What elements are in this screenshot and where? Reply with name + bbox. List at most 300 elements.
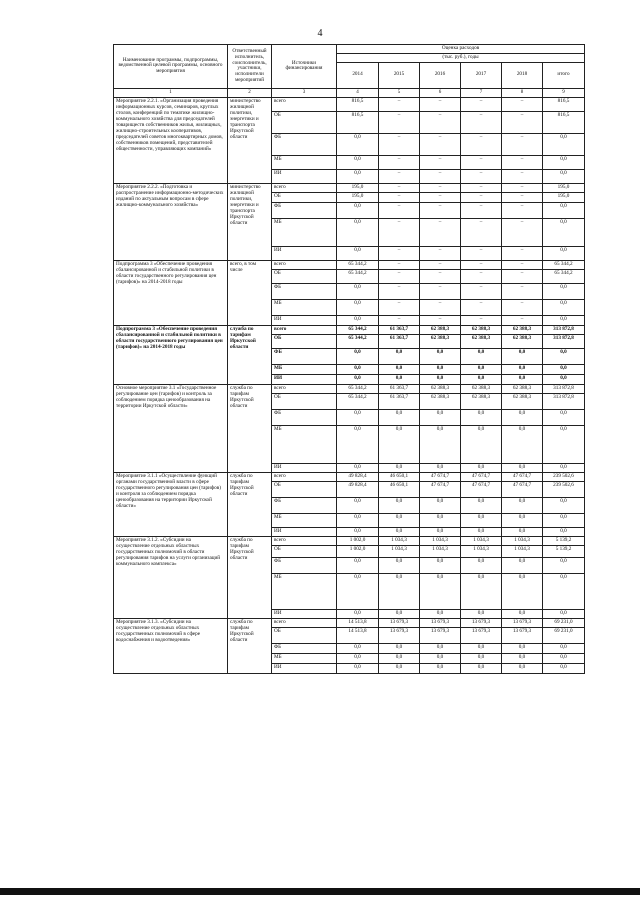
amount-year: 62 388,3 — [461, 325, 502, 334]
amount-year: – — [502, 315, 543, 325]
amount-year: 0,0 — [502, 573, 543, 609]
amount-total: 313 872,8 — [543, 334, 585, 348]
amount-year: – — [420, 192, 461, 202]
amount-year: 0,0 — [337, 218, 379, 246]
amount-year: – — [379, 246, 420, 260]
amount-year: – — [502, 192, 543, 202]
amount-year: 0,0 — [420, 513, 461, 527]
amount-year: – — [420, 133, 461, 155]
measure-name: Мероприятие 2.2.2. «Подготовка и распространение информационно-методических изданий по актуальным вопросам в сфере жилищно-коммунального хозяйства» — [114, 183, 228, 260]
funding-source: ФБ — [272, 557, 337, 573]
header-source: Источники финансирования — [272, 45, 337, 89]
amount-year: – — [461, 315, 502, 325]
amount-year: – — [502, 155, 543, 169]
expenditure-table — [113, 44, 585, 674]
amount-year: 47 674,7 — [420, 481, 461, 497]
responsible-executor: служба по тарифам Иркутской области — [228, 325, 272, 384]
amount-year: 62 388,3 — [420, 325, 461, 334]
funding-source: МБ — [272, 425, 337, 463]
scan-bottom-edge — [0, 888, 640, 895]
amount-year: – — [461, 269, 502, 283]
amount-year: 14 513,8 — [337, 618, 379, 627]
funding-source: МБ — [272, 218, 337, 246]
amount-total: 0,0 — [543, 557, 585, 573]
amount-year: 816,5 — [337, 111, 379, 133]
amount-year: 47 674,7 — [461, 472, 502, 481]
amount-year: 0,0 — [461, 643, 502, 653]
table-row — [114, 183, 585, 192]
amount-year: 0,0 — [502, 425, 543, 463]
funding-source: ОБ — [272, 192, 337, 202]
amount-total: 0,0 — [543, 364, 585, 374]
funding-source: ФБ — [272, 202, 337, 218]
amount-year: – — [461, 97, 502, 111]
amount-year: 0,0 — [420, 663, 461, 673]
amount-year: – — [502, 260, 543, 269]
amount-year: – — [379, 218, 420, 246]
table-row — [114, 325, 585, 334]
amount-year: – — [420, 218, 461, 246]
amount-year: 0,0 — [379, 557, 420, 573]
amount-total: 239 502,6 — [543, 472, 585, 481]
amount-year: 13 679,3 — [420, 618, 461, 627]
header-year: 2017 — [461, 62, 502, 88]
table-row — [114, 260, 585, 269]
funding-source: ИИ — [272, 527, 337, 536]
amount-total: 816,5 — [543, 111, 585, 133]
amount-year: 0,0 — [337, 527, 379, 536]
amount-total: 0,0 — [543, 246, 585, 260]
amount-year: 0,0 — [502, 374, 543, 384]
column-number: 6 — [420, 88, 461, 97]
measure-name: Мероприятие 2.2.1. «Организация проведения информационных курсов, семинаров, круглых столов, конференций по тематике жилищно-коммунального хозяйства для председателей товариществ собственников жилья, жилищных, жилищно-строительных кооперативов, председателей советов многоквартирных домов, собственников помещений, представителей общественности, управляющих компаний» — [114, 97, 228, 183]
amount-year: 0,0 — [502, 609, 543, 618]
amount-year: – — [420, 269, 461, 283]
amount-year: – — [379, 155, 420, 169]
amount-year: 0,0 — [337, 374, 379, 384]
responsible-executor: служба по тарифам Иркутской области — [228, 618, 272, 673]
header-estimate-unit: (тыс. руб.), годы — [337, 53, 585, 62]
amount-year: – — [461, 246, 502, 260]
amount-year: 0,0 — [502, 513, 543, 527]
amount-year: – — [379, 192, 420, 202]
amount-year: 0,0 — [379, 348, 420, 364]
amount-year: 0,0 — [420, 557, 461, 573]
responsible-executor: служба по тарифам Иркутской области — [228, 536, 272, 618]
amount-year: 0,0 — [337, 348, 379, 364]
amount-year: 0,0 — [337, 133, 379, 155]
page-number: 4 — [317, 28, 323, 39]
funding-source: ФБ — [272, 348, 337, 364]
amount-year: 0,0 — [420, 364, 461, 374]
funding-source: всего — [272, 618, 337, 627]
amount-total: 0,0 — [543, 218, 585, 246]
measure-name: Подпрограмма 3 «Обеспечение проведения сбалансированной и стабильной политики в области государственного регулирования цен (тарифов)» на 2014-2018 годы — [114, 325, 228, 384]
amount-year: 13 679,3 — [502, 618, 543, 627]
amount-year: 0,0 — [337, 609, 379, 618]
amount-year: – — [420, 315, 461, 325]
amount-total: 69 231,0 — [543, 627, 585, 643]
amount-year: – — [379, 283, 420, 299]
responsible-executor: министерство жилищной политики, энергетики и транспорта Иркутской области — [228, 97, 272, 183]
funding-source: МБ — [272, 155, 337, 169]
amount-year: 0,0 — [461, 653, 502, 663]
amount-year: 0,0 — [379, 609, 420, 618]
amount-year: 0,0 — [337, 663, 379, 673]
column-number: 3 — [272, 88, 337, 97]
amount-year: 61 363,7 — [379, 393, 420, 409]
column-number: 7 — [461, 88, 502, 97]
amount-year: – — [379, 202, 420, 218]
amount-year: 0,0 — [420, 653, 461, 663]
header-year: 2014 — [337, 62, 379, 88]
amount-year: 62 388,3 — [461, 384, 502, 393]
amount-total: 5 139,2 — [543, 536, 585, 545]
funding-source: всего — [272, 472, 337, 481]
amount-year: – — [379, 260, 420, 269]
funding-source: ОБ — [272, 269, 337, 283]
amount-total: 0,0 — [543, 283, 585, 299]
column-number: 2 — [228, 88, 272, 97]
amount-year: – — [379, 183, 420, 192]
amount-year: 0,0 — [502, 643, 543, 653]
amount-year: 1 034,3 — [502, 536, 543, 545]
amount-total: 0,0 — [543, 573, 585, 609]
amount-year: 0,0 — [379, 364, 420, 374]
amount-year: 0,0 — [461, 609, 502, 618]
amount-year: 0,0 — [502, 557, 543, 573]
amount-year: 0,0 — [461, 374, 502, 384]
amount-year: 1 034,3 — [461, 545, 502, 557]
amount-year: – — [461, 218, 502, 246]
amount-year: 13 679,3 — [420, 627, 461, 643]
funding-source: ФБ — [272, 497, 337, 513]
measure-name: Мероприятие 3.1.3. «Субсидии на осуществление отдельных областных государственных полномочий в сфере водоснабжения и водоотведения» — [114, 618, 228, 673]
amount-year: 0,0 — [420, 425, 461, 463]
responsible-executor: служба по тарифам Иркутской области — [228, 384, 272, 472]
amount-year: – — [420, 97, 461, 111]
amount-year: 0,0 — [337, 283, 379, 299]
amount-total: 313 872,8 — [543, 325, 585, 334]
responsible-executor: министерство жилищной политики, энергетики и транспорта Иркутской области — [228, 183, 272, 260]
funding-source: всего — [272, 183, 337, 192]
column-number: 4 — [337, 88, 379, 97]
amount-year: 46 650,1 — [379, 481, 420, 497]
amount-year: – — [379, 315, 420, 325]
funding-source: ФБ — [272, 643, 337, 653]
amount-year: 65 344,2 — [337, 393, 379, 409]
funding-source: всего — [272, 97, 337, 111]
amount-year: 49 828,4 — [337, 472, 379, 481]
amount-year: 0,0 — [379, 663, 420, 673]
amount-year: – — [502, 97, 543, 111]
amount-year: 13 679,3 — [461, 618, 502, 627]
funding-source: ИИ — [272, 374, 337, 384]
amount-year: 62 388,3 — [502, 334, 543, 348]
amount-year: – — [502, 269, 543, 283]
amount-year: – — [461, 183, 502, 192]
amount-year: 0,0 — [379, 463, 420, 472]
amount-total: 0,0 — [543, 133, 585, 155]
amount-year: 0,0 — [502, 497, 543, 513]
amount-year: – — [461, 169, 502, 183]
amount-total: 0,0 — [543, 348, 585, 364]
funding-source: ОБ — [272, 545, 337, 557]
amount-total: 816,5 — [543, 97, 585, 111]
amount-total: 0,0 — [543, 425, 585, 463]
amount-year: 0,0 — [502, 463, 543, 472]
amount-year: 0,0 — [337, 315, 379, 325]
funding-source: всего — [272, 260, 337, 269]
amount-year: – — [461, 283, 502, 299]
measure-name: Подпрограмма 3 «Обеспечение проведения сбалансированной и стабильной политики в области государственного регулирования цен (тарифов)» на 2014-2018 годы — [114, 260, 228, 325]
funding-source: ИИ — [272, 663, 337, 673]
funding-source: ФБ — [272, 283, 337, 299]
amount-year: 0,0 — [337, 409, 379, 425]
amount-year: 0,0 — [461, 513, 502, 527]
amount-year: – — [502, 218, 543, 246]
amount-total: 0,0 — [543, 643, 585, 653]
amount-year: – — [502, 283, 543, 299]
amount-total: 0,0 — [543, 374, 585, 384]
amount-year: 0,0 — [461, 527, 502, 536]
amount-year: 0,0 — [420, 643, 461, 653]
header-estimate: Оценка расходов — [337, 45, 585, 54]
amount-year: 0,0 — [337, 513, 379, 527]
column-number: 1 — [114, 88, 228, 97]
amount-year: 47 674,7 — [420, 472, 461, 481]
amount-total: 0,0 — [543, 653, 585, 663]
amount-year: – — [420, 260, 461, 269]
amount-year: 0,0 — [502, 348, 543, 364]
funding-source: ИИ — [272, 169, 337, 183]
amount-year: 0,0 — [461, 463, 502, 472]
amount-year: 0,0 — [337, 155, 379, 169]
amount-year: 14 513,8 — [337, 627, 379, 643]
amount-year: 65 344,2 — [337, 334, 379, 348]
amount-year: 0,0 — [337, 573, 379, 609]
amount-year: – — [420, 283, 461, 299]
amount-year: 47 674,7 — [502, 472, 543, 481]
measure-name: Мероприятие 3.1.2. «Субсидии на осуществление отдельных областных государственных полномочий в области регулирования тарифов на услуги организаций коммунального комплекса» — [114, 536, 228, 618]
amount-year: – — [461, 133, 502, 155]
amount-year: 0,0 — [420, 497, 461, 513]
amount-total: 0,0 — [543, 527, 585, 536]
funding-source: ОБ — [272, 111, 337, 133]
amount-year: 0,0 — [420, 527, 461, 536]
amount-year: – — [461, 155, 502, 169]
amount-total: 195,0 — [543, 192, 585, 202]
amount-year: 62 388,3 — [461, 393, 502, 409]
funding-source: МБ — [272, 653, 337, 663]
amount-year: 195,0 — [337, 192, 379, 202]
amount-year: 816,5 — [337, 97, 379, 111]
amount-year: 0,0 — [420, 573, 461, 609]
amount-year: 0,0 — [502, 409, 543, 425]
amount-year: 0,0 — [379, 374, 420, 384]
amount-year: 0,0 — [337, 653, 379, 663]
amount-year: 65 344,2 — [337, 325, 379, 334]
amount-year: 65 344,2 — [337, 384, 379, 393]
amount-year: 0,0 — [379, 513, 420, 527]
amount-year: – — [379, 299, 420, 315]
amount-year: 0,0 — [502, 663, 543, 673]
amount-year: – — [502, 299, 543, 315]
amount-year: 13 679,3 — [461, 627, 502, 643]
funding-source: ОБ — [272, 334, 337, 348]
amount-total: 65 344,2 — [543, 260, 585, 269]
amount-year: 1 034,3 — [461, 536, 502, 545]
amount-year: 0,0 — [379, 409, 420, 425]
amount-year: – — [379, 269, 420, 283]
amount-year: 0,0 — [420, 463, 461, 472]
amount-year: 0,0 — [420, 409, 461, 425]
header-responsible: Ответственный исполнитель, соисполнитель, участники, исполнители мероприятий — [228, 45, 272, 89]
amount-total: 0,0 — [543, 463, 585, 472]
amount-year: 62 388,3 — [502, 384, 543, 393]
table-row — [114, 384, 585, 393]
amount-total: 313 872,8 — [543, 393, 585, 409]
measure-name: Мероприятие 3.1.1 «Осуществление функций органами государственной власти в сфере государственного регулирования цен (тарифов) и контроля за соблюдением порядка ценообразования на территории Иркутской области» — [114, 472, 228, 536]
amount-year: 62 388,3 — [420, 393, 461, 409]
amount-year: – — [502, 246, 543, 260]
amount-year: – — [379, 97, 420, 111]
amount-year: 62 388,3 — [502, 325, 543, 334]
header-year: 2015 — [379, 62, 420, 88]
amount-total: 0,0 — [543, 497, 585, 513]
amount-year: 1 034,3 — [502, 545, 543, 557]
amount-year: 0,0 — [379, 653, 420, 663]
amount-year: 0,0 — [502, 527, 543, 536]
amount-year: – — [420, 246, 461, 260]
amount-year: 0,0 — [420, 348, 461, 364]
amount-year: 0,0 — [337, 246, 379, 260]
amount-year: 0,0 — [461, 573, 502, 609]
amount-year: 46 650,1 — [379, 472, 420, 481]
amount-year: 62 388,3 — [502, 393, 543, 409]
amount-year: 61 363,7 — [379, 334, 420, 348]
amount-year: 0,0 — [461, 425, 502, 463]
header-year: 2018 — [502, 62, 543, 88]
responsible-executor: служба по тарифам Иркутской области — [228, 472, 272, 536]
amount-total: 0,0 — [543, 299, 585, 315]
amount-year: 47 674,7 — [461, 481, 502, 497]
amount-total: 0,0 — [543, 315, 585, 325]
funding-source: МБ — [272, 513, 337, 527]
amount-year: 61 363,7 — [379, 384, 420, 393]
amount-year: 1 034,3 — [379, 536, 420, 545]
amount-year: – — [461, 111, 502, 133]
amount-year: 1 034,3 — [420, 536, 461, 545]
amount-total: 0,0 — [543, 409, 585, 425]
amount-total: 313 872,8 — [543, 384, 585, 393]
amount-year: 0,0 — [461, 497, 502, 513]
funding-source: всего — [272, 536, 337, 545]
table-row — [114, 97, 585, 111]
funding-source: ИИ — [272, 315, 337, 325]
amount-total: 0,0 — [543, 169, 585, 183]
amount-year: 0,0 — [420, 609, 461, 618]
amount-year: – — [420, 111, 461, 133]
amount-total: 0,0 — [543, 155, 585, 169]
funding-source: ФБ — [272, 133, 337, 155]
column-number: 5 — [379, 88, 420, 97]
header-year: 2016 — [420, 62, 461, 88]
amount-year: 0,0 — [461, 348, 502, 364]
amount-total: 65 344,2 — [543, 269, 585, 283]
amount-year: – — [420, 202, 461, 218]
amount-year: 0,0 — [337, 557, 379, 573]
amount-year: – — [461, 202, 502, 218]
amount-year: 49 828,4 — [337, 481, 379, 497]
amount-year: 0,0 — [337, 463, 379, 472]
amount-year: 0,0 — [461, 364, 502, 374]
funding-source: ФБ — [272, 409, 337, 425]
amount-year: 62 388,3 — [420, 384, 461, 393]
amount-year: – — [420, 183, 461, 192]
amount-year: – — [379, 169, 420, 183]
amount-year: – — [502, 169, 543, 183]
table-row — [114, 618, 585, 627]
funding-source: ИИ — [272, 609, 337, 618]
amount-year: 65 344,2 — [337, 269, 379, 283]
amount-year: – — [502, 202, 543, 218]
amount-total: 0,0 — [543, 202, 585, 218]
amount-year: 13 679,3 — [502, 627, 543, 643]
amount-year: – — [420, 155, 461, 169]
amount-year: – — [420, 299, 461, 315]
amount-total: 5 139,2 — [543, 545, 585, 557]
amount-year: 1 034,3 — [420, 545, 461, 557]
amount-total: 69 231,0 — [543, 618, 585, 627]
amount-year: – — [461, 299, 502, 315]
amount-year: 0,0 — [337, 364, 379, 374]
funding-source: МБ — [272, 364, 337, 374]
column-number: 8 — [502, 88, 543, 97]
table-row — [114, 472, 585, 481]
amount-year: 0,0 — [502, 653, 543, 663]
amount-year: 0,0 — [379, 497, 420, 513]
funding-source: всего — [272, 325, 337, 334]
amount-total: 195,0 — [543, 183, 585, 192]
amount-year: 0,0 — [461, 557, 502, 573]
table-row — [114, 536, 585, 545]
funding-source: МБ — [272, 573, 337, 609]
amount-year: 0,0 — [337, 202, 379, 218]
amount-year: 0,0 — [379, 573, 420, 609]
amount-year: 13 679,3 — [379, 627, 420, 643]
amount-year: – — [379, 111, 420, 133]
funding-source: ОБ — [272, 627, 337, 643]
amount-year: – — [379, 133, 420, 155]
responsible-executor: всего, в том числе — [228, 260, 272, 325]
amount-year: 13 679,3 — [379, 618, 420, 627]
amount-year: 0,0 — [337, 425, 379, 463]
amount-year: – — [420, 169, 461, 183]
funding-source: ИИ — [272, 246, 337, 260]
funding-source: ОБ — [272, 393, 337, 409]
amount-total: 239 502,6 — [543, 481, 585, 497]
amount-year: – — [502, 111, 543, 133]
amount-year: 0,0 — [379, 425, 420, 463]
funding-source: ОБ — [272, 481, 337, 497]
amount-year: – — [461, 192, 502, 202]
amount-year: 0,0 — [379, 643, 420, 653]
column-number: 9 — [543, 88, 585, 97]
measure-name: Основное мероприятие 3.1 «Государственное регулирование цен (тарифов) и контроль за соблюдением порядка ценообразования на территории Иркутской области» — [114, 384, 228, 472]
header-name: Наименование программы, подпрограммы, ведомственной целевой программы, основного мероприятия — [114, 45, 228, 89]
amount-total: 0,0 — [543, 663, 585, 673]
